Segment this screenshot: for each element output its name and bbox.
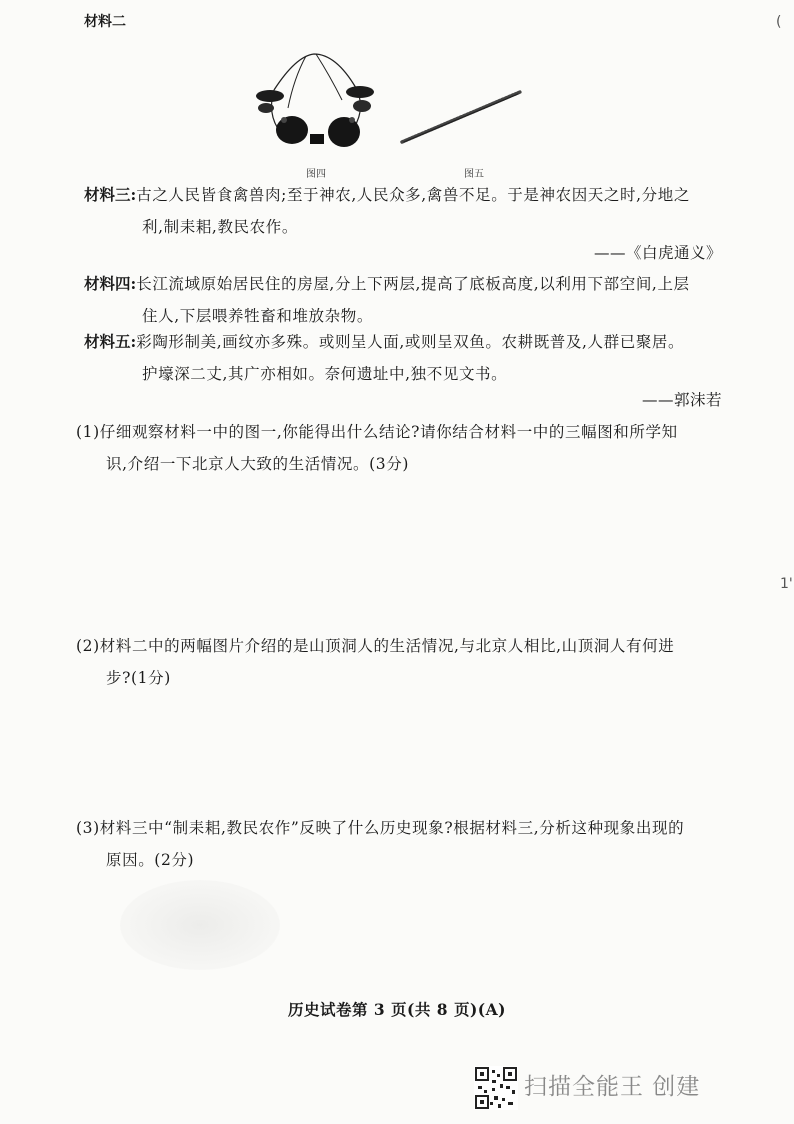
question-3-line1: (3)材料三中“制耒耜,教民农作”反映了什么历史现象?根据材料三,分析这种现象出现的 xyxy=(76,819,685,837)
material4-block xyxy=(84,268,724,332)
edge-mark-mid: 1' xyxy=(780,576,793,592)
material2-label: 材料二 xyxy=(84,14,126,30)
question-2 xyxy=(76,630,726,694)
question-2-line1: (2)材料二中的两幅图片介绍的是山顶洞人的生活情况,与北京人相比,山顶洞人有何进 xyxy=(76,637,675,655)
scanner-watermark: 扫描全能王 创建 xyxy=(524,1074,701,1100)
edge-mark-top: ( xyxy=(776,14,782,30)
material3-block xyxy=(84,179,724,243)
figure5-bone-needle-image xyxy=(396,86,526,150)
material4-label: 材料四: xyxy=(84,274,137,293)
question-1-answer-area[interactable] xyxy=(76,484,726,624)
material5-block xyxy=(84,326,724,390)
figure4-necklace-image xyxy=(244,48,384,156)
page-footer: 历史试卷第 3 页(共 8 页)(A) xyxy=(287,1000,507,1019)
question-3 xyxy=(76,812,726,876)
question-1 xyxy=(76,416,726,480)
question-1-line2: 识,介绍一下北京人大致的生活情况。(3分) xyxy=(106,455,409,473)
material4-line2: 住人,下层喂养牲畜和堆放杂物。 xyxy=(142,307,373,325)
figure4-caption: 图四 xyxy=(306,169,326,180)
material3-line2: 利,制耒耜,教民农作。 xyxy=(142,218,298,236)
figure5-caption: 图五 xyxy=(464,169,484,180)
material5-line1: 材料五:彩陶形制美,画纹亦多殊。或则呈人面,或则呈双鱼。农耕既普及,人群已聚居。 xyxy=(84,332,685,351)
qr-code-icon xyxy=(474,1066,518,1110)
material3-label: 材料三: xyxy=(84,185,137,204)
material5-source: ——郭沫若 xyxy=(641,391,722,409)
material3-source: ——《白虎通义》 xyxy=(593,244,722,262)
question-3-answer-area[interactable] xyxy=(76,880,726,990)
material3-line1: 材料三:古之人民皆食禽兽肉;至于神农,人民众多,禽兽不足。于是神农因天之时,分地之 xyxy=(84,185,690,204)
material4-line1: 材料四:长江流域原始居民住的房屋,分上下两层,提高了底板高度,以利用下部空间,上层 xyxy=(84,274,690,293)
question-2-answer-area[interactable] xyxy=(76,698,726,808)
question-1-line1: (1)仔细观察材料一中的图一,你能得出什么结论?请你结合材料一中的三幅图和所学知 xyxy=(76,423,678,441)
question-3-line2: 原因。(2分) xyxy=(106,851,195,869)
material5-line2: 护壕深二丈,其广亦相如。奈何遗址中,独不见文书。 xyxy=(142,365,508,383)
material5-label: 材料五: xyxy=(84,332,137,351)
question-2-line2: 步?(1分) xyxy=(106,669,171,687)
